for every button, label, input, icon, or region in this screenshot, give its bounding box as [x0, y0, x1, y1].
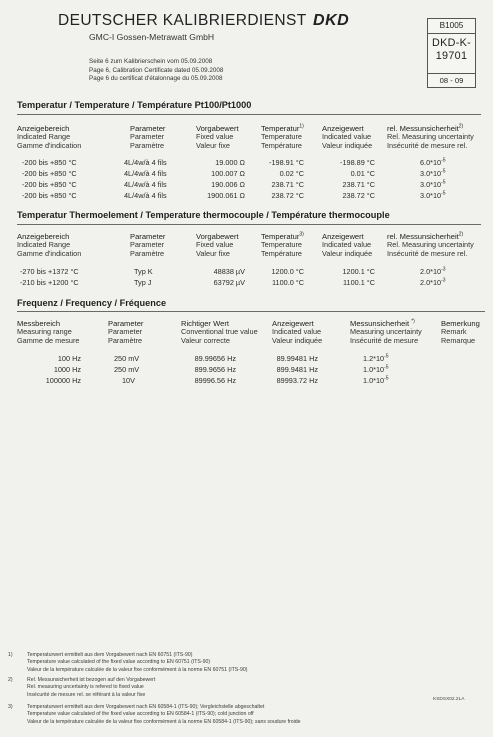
header-uncertainty: Messunsicherheit *) Measuring uncertainty Insécurité de mesure — [350, 318, 422, 345]
page-reference: Seite 6 zum Kalibrierschein vom 05.09.2008 Page 6, Calibration Certificate dated 05.09.2008 Page 6 du certificat d'étalonnage du 05.09.2008 — [89, 58, 224, 83]
footnote-2: 2) Rel. Messunsicherheit ist bezogen auf den Vorgabewert Rel. measuring uncertainty is refered to fixed value Insécurité de mesure rel. se référant à la valeur fixe — [8, 677, 156, 698]
section-divider — [17, 224, 481, 225]
header-parameter: Parameter Parameter Paramètre — [130, 232, 166, 258]
certificate-stamp — [427, 18, 476, 88]
section-title-pt: Temperatur / Temperature / Température Pt100/Pt1000 — [17, 100, 252, 110]
header-fixed-value: Vorgabewert Fixed value Valeur fixe — [196, 124, 239, 150]
header-indicated-value: Anzeigewert Indicated value Valeur indiquée — [322, 232, 373, 258]
dkd-logo: DKD — [313, 12, 350, 29]
header-indicated-value: Anzeigewert Indicated value Valeur indiquée — [272, 319, 323, 345]
footnote-1: 1) Temperaturwert ermittelt aus dem Vorgabewert nach EN 60751 (ITS-90) Temperature value calculated of the fixed value according to EN 60751 (ITS-90) Valeur de la température calculée de la valeur fixe conformément à la norme EN 60751 (ITS-90) — [8, 652, 248, 673]
stamp-id: B1005 — [428, 19, 475, 34]
header-uncertainty: rel. Messunsicherheit$^{2)}$ Rel. Measuring uncertainty Insécurité de mesure rel. — [387, 231, 474, 258]
header-indicated-value: Anzeigewert Indicated value Valeur indiquée — [322, 124, 373, 150]
header-title: DEUTSCHER KALIBRIERDIENST DKD — [58, 12, 350, 29]
section-divider — [17, 114, 481, 115]
footnote-3: 3) Temperaturwert ermittelt aus dem Vorgabewert nach EN 60584-1 (ITS-90); Vergleichstelle abgeschaltet Temperature value calculated of the fixed value according to EN 60584-1 (ITS-90); cold junction off Valeur de la température calculée de la valeur fixe conformément à la norme EN 60584-1 (ITS-90); sans soudure froide — [8, 704, 301, 725]
section-title-thermocouple: Temperatur Thermoelement / Temperature thermocouple / Température thermocouple — [17, 210, 390, 220]
document-code: KSDSX02.2LA — [433, 697, 465, 702]
header-true-value: Richtiger Wert Conventional true value Valeur correcte — [181, 319, 258, 345]
certificate-page: DEUTSCHER KALIBRIERDIENST DKD GMC-I Gossen-Metrawatt GmbH Seite 6 zum Kalibrierschein vom 05.09.2008 Page 6, Calibration Certificate dated 05.09.2008 Page 6 du certificat d'étalonnage du 05.09.2008 B1005 DKD-K- 19701 08 - 09 Temperatur / Temperature / Température Pt100/Pt1000 Anzeigebereich Indicated Range Gamme d'indication Parameter Parameter Paramètre Vorgabewert Fixed value Valeur fixe Temperatur$^{1)}$ Temperature Température Anzeigewert Indicated value Valeur indiquée rel. Messunsicherheit$^{2)}$ Rel. Measuring uncertainty Insécurité de mesure rel. -200 bis +850 °C 4L/4w/à 4 fils 19.000 Ω -198.91 °C -198.89 °C $6.0*10^{-5}$ -200 bis +850 °C 4L/4w/à 4 fils 100.007 Ω 0.02 °C 0.01 °C $3.0*10^{-5}$ -200 bis +850 °C 4L/4w/à 4 fils 190.006 Ω 238.71 °C 238.71 °C $3.0*10^{-5}$ -200 bis +850 °C 4L/4w/à 4 fils 1900.061 Ω 238.72 °C 238.72 °C $3.0*10^{-5}$ Temperatur Thermoelement / Temperature thermocouple / Température thermocouple Anzeigebereich Indicated Range Gamme d'indication Parameter Parameter Paramètre Vorgabewert Fixed value Valeur fixe Temperatur$^{3)}$ Temperature Température Anzeigewert Indicated value Valeur indiquée rel. Messunsicherheit$^{2)}$ Rel. Measuring uncertainty Insécurité de mesure rel. -270 bis +1372 °C Typ K 48838 µV 1200.0 °C 1200.1 °C $2.0*10^{-3}$ -210 bis +1200 °C Typ J 63792 µV 1100.0 °C 1100.1 °C $2.0*10^{-3}$ Frequenz / Frequency / Fréquence Messbereich Measuring range Gamme de mesure Parameter Parameter Paramètre Richtiger Wert Conventional true value Valeur correcte Anzeigewert Indicated value Valeur indiquée Messunsicherheit *) Measuring uncertainty Insécurité de mesure Bemerkung Remark Remarque 100 Hz 250 mV 89.99656 Hz 89.99481 Hz $1.2*10^{-5}$ 1000 Hz 250 mV 899.9656 Hz 899.9481 Hz $1.0*10^{-5}$ 100000 Hz 10V 89996.56 Hz 89993.72 Hz $1.0*10^{-5}$ 1) Temperaturwert ermittelt aus dem Vorgabewert nach EN 60751 (ITS-90) Temperature value calculated of the fixed value according to EN 60751 (ITS-90) Valeur de la température calculée de la valeur fixe conformément à la norme EN 60751 (ITS-90) 2) Rel. Messunsicherheit ist bezogen auf den Vorgabewert Rel. measuring uncertainty is refered to fixed value Insécurité de mesure rel. se référant à la valeur fixe 3) Temperaturwert ermittelt aus dem Vorgabewert nach EN 60584-1 (ITS-90); Vergleichstelle abgeschaltet Temperature value calculated of the fixed value according to EN 60584-1 (ITS-90); cold junction off Valeur de la température calculée de la valeur fixe conformément à la norme EN 60584-1 (ITS-90); sans soudure froide KSDSX02.2LA — [0, 0, 493, 737]
header-indicated-range: Anzeigebereich Indicated Range Gamme d'indication — [17, 232, 82, 258]
header-parameter: Parameter Parameter Paramètre — [130, 124, 166, 150]
stamp-date: 08 - 09 — [439, 76, 464, 85]
header-measuring-range: Messbereich Measuring range Gamme de mesure — [17, 319, 80, 345]
stamp-number: DKD-K- 19701 — [428, 34, 475, 74]
header-remark: Bemerkung Remark Remarque — [441, 319, 480, 345]
header-temperature: Temperatur$^{1)}$ Temperature Température — [261, 123, 304, 150]
section-title-frequency: Frequenz / Frequency / Fréquence — [17, 298, 167, 308]
header-temperature: Temperatur$^{3)}$ Temperature Température — [261, 231, 304, 258]
header-subtitle: GMC-I Gossen-Metrawatt GmbH — [89, 32, 215, 42]
header-parameter: Parameter Parameter Paramètre — [108, 319, 144, 345]
header-indicated-range: Anzeigebereich Indicated Range Gamme d'indication — [17, 124, 82, 150]
header-fixed-value: Vorgabewert Fixed value Valeur fixe — [196, 232, 239, 258]
header-uncertainty: rel. Messunsicherheit$^{2)}$ Rel. Measuring uncertainty Insécurité de mesure rel. — [387, 123, 474, 150]
section-divider — [17, 311, 485, 312]
